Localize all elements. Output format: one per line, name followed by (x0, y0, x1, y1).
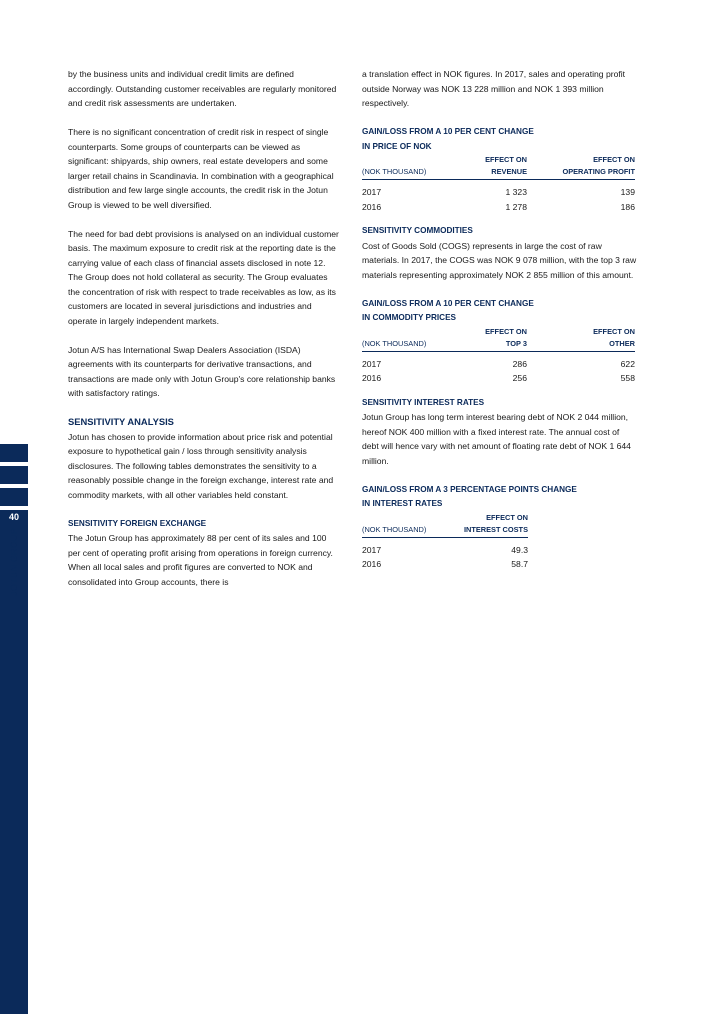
side-tab-3 (0, 488, 28, 506)
paragraph: Jotun has chosen to provide information about price risk and potential exposure to hypothetical gain / loss through sensitivity analysis disclosures. The following tables demonstrates the sensitivity to a reasonably possible change in the foreign exchange, interest rate and commodity markets, with all other variables held constant. (68, 431, 334, 500)
paragraph: The Jotun Group has approximately 88 per cent of its sales and 100 per cent of operating profit arising from operations in foreign currency. When all local sales and profit figures are converted to NOK and consolidated into Group accounts, there is (68, 533, 333, 587)
col-header: EFFECT ON (593, 326, 635, 336)
col-header: EFFECT ON (485, 155, 527, 164)
col-header: REVENUE (439, 166, 527, 180)
table-title: GAIN/LOSS FROM A 3 PERCENTAGE POINTS CHANGE (362, 484, 577, 494)
table-title: IN INTEREST RATES (362, 499, 443, 508)
fx-sensitivity-table (362, 154, 635, 214)
interest-sensitivity-table (362, 512, 528, 572)
paragraph: Jotun Group has long term interest bearing debt of NOK 2 044 million, hereof NOK 400 million with a fixed interest rate. The annual cost of debt will hence vary with net amount of floating rate debt of NOK 1 644 million. (362, 412, 631, 466)
paragraph: The need for bad debt provisions is analysed on an individual customer basis. The maximum exposure to credit risk at the reporting date is the carrying value of each class of financial assets disclosed in note 12. The Group does not hold collateral as security. The Group evaluates the concentration of risk with respect to trade receivables as low, as its customers are located in several jurisdictions and industries and operate in largely independent markets. (68, 228, 339, 326)
paragraph: Jotun A/S has International Swap Dealers Association (ISDA) agreements with its counterparts for derivative transactions, and transactions are made only with Jotun Group's core relationship banks with satisfactory ratings. (68, 344, 336, 398)
table-row: 2016 58.7 (362, 559, 528, 569)
col-header: EFFECT ON (485, 326, 527, 336)
col-header: OTHER (527, 338, 635, 352)
right-column (362, 67, 638, 582)
company-label: JOTUN GROUP (9, 528, 19, 596)
side-tab-2 (0, 466, 28, 484)
table-row: 2017 49.3 (362, 544, 528, 555)
side-tab-1 (0, 444, 28, 462)
unit-label: (NOK THOUSAND) (362, 524, 445, 538)
commodity-sensitivity-table (362, 326, 635, 386)
section-heading: SENSITIVITY ANALYSIS (68, 416, 174, 427)
table-title: IN COMMODITY PRICES (362, 313, 457, 322)
table-row: 2017 1 323 139 (362, 187, 635, 197)
col-header: EFFECT ON (486, 512, 528, 522)
paragraph: by the business units and individual credit limits are defined accordingly. Outstanding customer receivables are regularly monitored and credit risk assessments are undertaken. (68, 69, 337, 108)
col-header: INTEREST COSTS (445, 524, 528, 538)
table-row: 2016 256 558 (362, 373, 635, 383)
subsection-heading: SENSITIVITY COMMODITIES (362, 226, 473, 235)
left-column (68, 67, 340, 604)
table-title: GAIN/LOSS FROM A 10 PER CENT CHANGE (362, 127, 534, 136)
paragraph: There is no significant concentration of credit risk in respect of single counterparts. Some groups of counterparts can be viewed as significant: shipyards, ship owners, real estate developers and some larger retail chains in Scandinavia. In combination with a geographical distribution and few large single accounts, the credit risk in the Jotun Group is viewed to be well diversified. (68, 127, 334, 210)
subsection-heading: SENSITIVITY FOREIGN EXCHANGE (68, 518, 207, 528)
paragraph: Cost of Goods Sold (COGS) represents in large the cost of raw materials. In 2017, the COGS was NOK 9 078 million, with the top 3 raw materials representing approximately NOK 2 855 million of this amount. (362, 240, 637, 280)
col-header: TOP 3 (439, 338, 527, 352)
table-row: 2016 1 278 186 (362, 201, 635, 212)
paragraph: a translation effect in NOK figures. In 2017, sales and operating profit outside Norway was NOK 13 228 million and NOK 1 393 million respectively. (362, 69, 626, 108)
subsection-heading: SENSITIVITY INTEREST RATES (362, 397, 485, 407)
table-title: IN PRICE OF NOK (362, 141, 432, 151)
col-header: EFFECT ON (593, 155, 635, 164)
table-row: 2017 286 622 (362, 358, 635, 369)
unit-label: (NOK THOUSAND) (362, 338, 439, 352)
page-number: 40 (8, 512, 19, 522)
table-title: GAIN/LOSS FROM A 10 PER CENT CHANGE (362, 298, 534, 308)
unit-label: (NOK THOUSAND) (362, 166, 439, 180)
col-header: OPERATING PROFIT (527, 166, 635, 180)
